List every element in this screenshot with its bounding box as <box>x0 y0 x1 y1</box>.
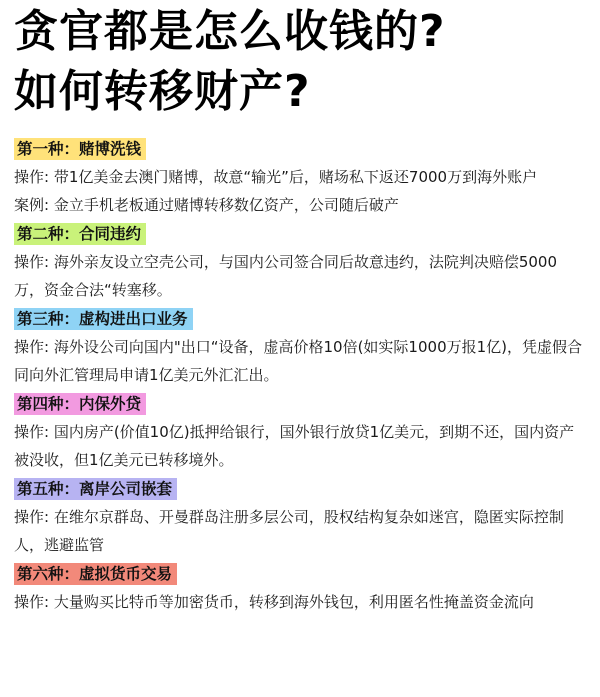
section-text: 操作: 海外亲友设立空壳公司，与国内公司签合同后故意违约，法院判决赔偿5000万，资金合法“转塞移。 <box>14 253 557 299</box>
section-label: 第二种：合同违约 <box>14 223 146 245</box>
section-label: 第五种：离岸公司嵌套 <box>14 478 177 500</box>
section-5 <box>14 474 584 559</box>
sections-list <box>14 134 584 616</box>
section-text: 案例: 金立手机老板通过赌博转移数亿资产，公司随后破产 <box>14 196 399 214</box>
section-1 <box>14 134 584 219</box>
section-label: 第一种：赌博洗钱 <box>14 138 146 160</box>
title-line-1: 贪官都是怎么收钱的? <box>14 6 446 57</box>
section-label: 第四种：内保外贷 <box>14 393 146 415</box>
section-text: 操作: 在维尔京群岛、开曼群岛注册多层公司，股权结构复杂如迷宫，隐匿实际控制人，逃避监管 <box>14 508 564 554</box>
section-label: 第三种：虚构进出口业务 <box>14 308 193 330</box>
section-label: 第六种：虚拟货币交易 <box>14 563 177 585</box>
section-text: 操作: 国内房产(价值10亿)抵押给银行，国外银行放贷1亿美元，到期不还，国内资产被没收，但1亿美元已转移境外。 <box>14 423 575 469</box>
section-6 <box>14 559 584 616</box>
section-text: 操作: 海外设公司向国内"出口“设备，虚高价格10倍(如实际1000万报1亿)，凭虚假合同向外汇管理局申请1亿美元外汇汇出。 <box>14 338 583 384</box>
section-4 <box>14 389 584 474</box>
section-3 <box>14 304 584 389</box>
section-text: 操作: 带1亿美金去澳门赌博，故意“输光”后，赌场私下返还7000万到海外账户 <box>14 168 538 186</box>
title-line-2: 如何转移财产? <box>14 66 311 117</box>
section-2 <box>14 219 584 304</box>
section-text: 操作: 大量购买比特币等加密货币，转移到海外钱包，利用匿名性掩盖资金流向 <box>14 593 534 611</box>
page-title <box>14 0 584 122</box>
